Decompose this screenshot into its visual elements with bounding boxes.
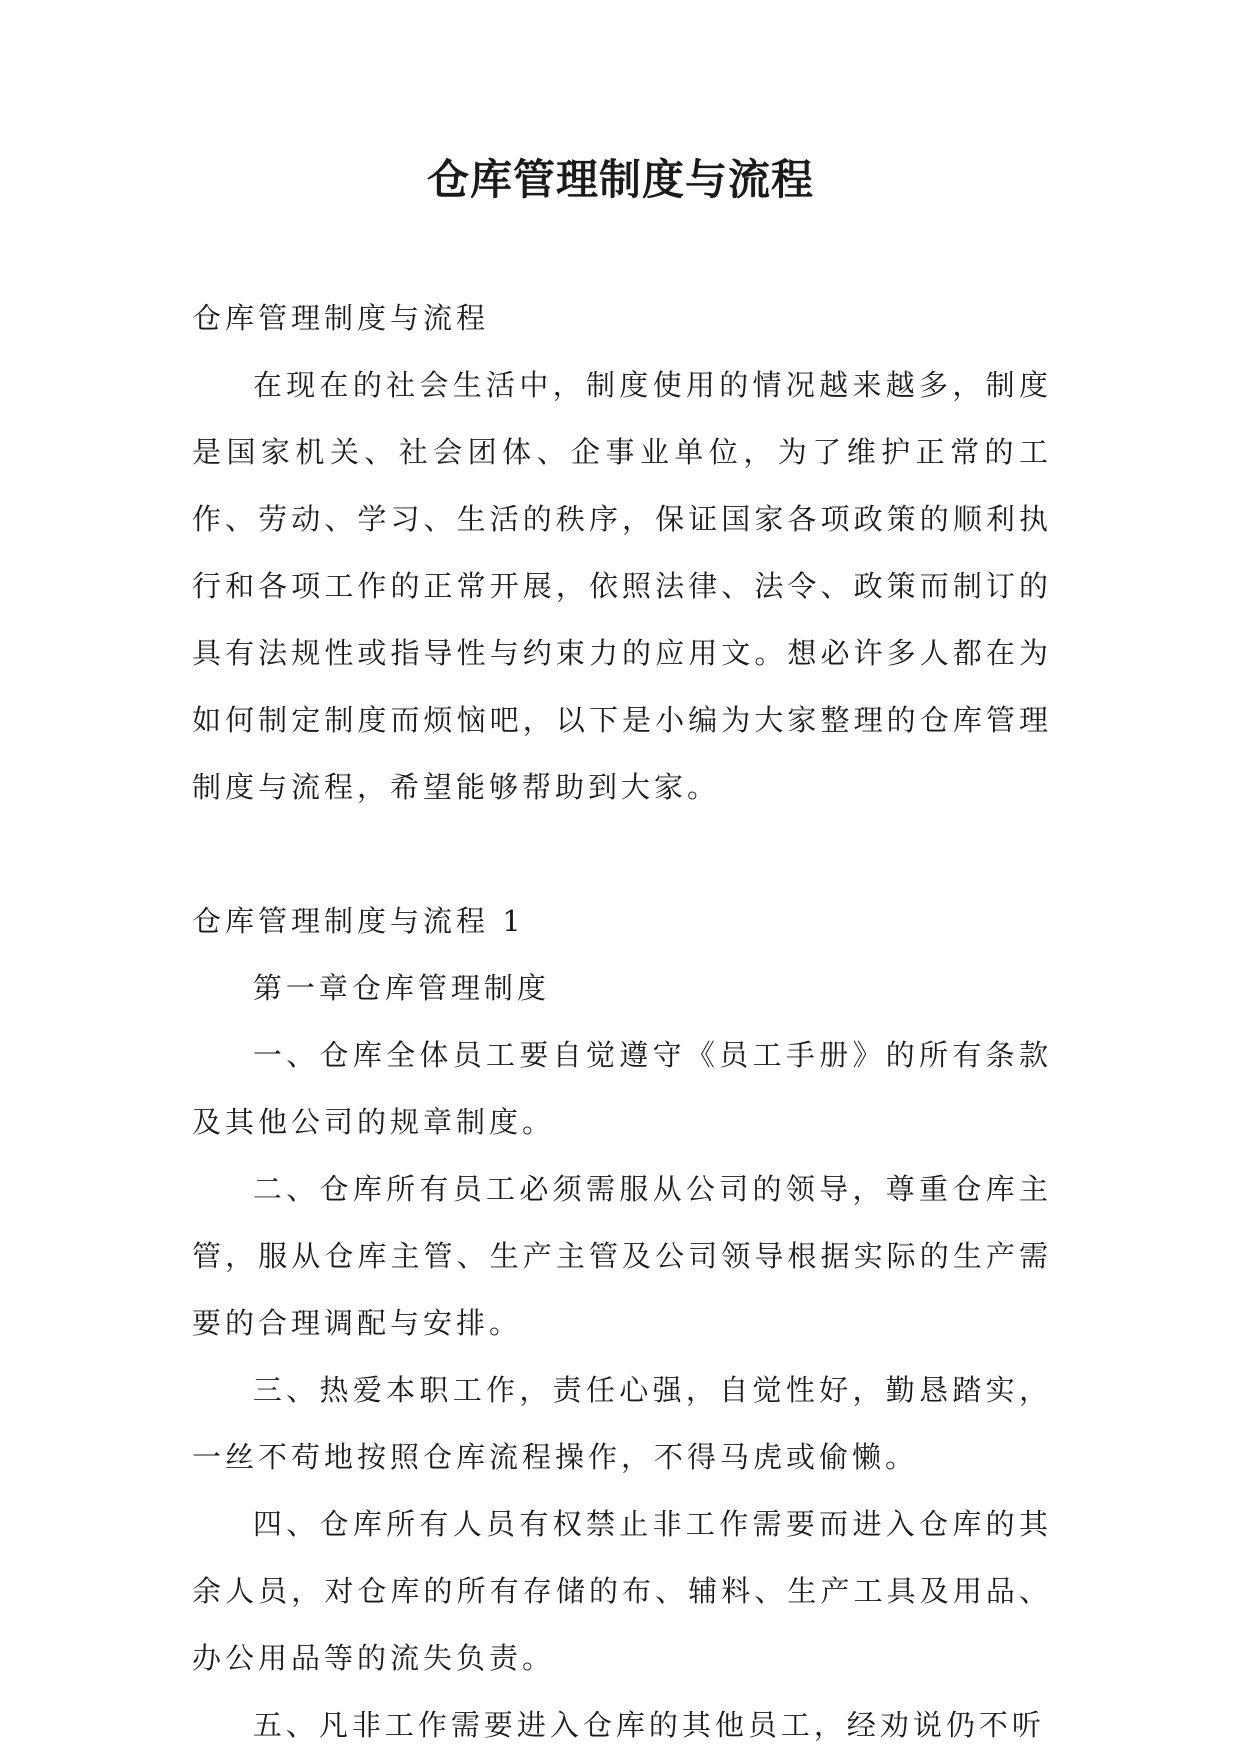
rule-paragraph: 一、仓库全体员工要自觉遵守《员工手册》的所有条款及其他公司的规章制度。 xyxy=(192,1038,1052,1139)
rule-paragraph: 二、仓库所有员工必须需服从公司的领导，尊重仓库主管，服从仓库主管、生产主管及公司领导根据实际的生产需要的合理调配与安排。 xyxy=(192,1172,1052,1340)
rule-paragraph: 五、凡非工作需要进入仓库的其他员工，经劝说仍不听 xyxy=(252,1708,1045,1742)
page-title: 仓库管理制度与流程 xyxy=(426,155,814,204)
intro-paragraph: 在现在的社会生活中，制度使用的情况越来越多，制度是国家机关、社会团体、企事业单位，为了维护正常的工作、劳动、学习、生活的秩序，保证国家各项政策的顺利执行和各项工作的正常开展，依照法律、法令、政策而制订的具有法规性或指导性与约束力的应用文。想必许多人都在为如何制定制度而烦恼吧，以下是小编为大家整理的仓库管理制度与流程，希望能够帮助到大家。 xyxy=(192,368,1052,804)
rule-paragraph: 三、热爱本职工作，责任心强，自觉性好，勤恳踏实，一丝不苟地按照仓库流程操作，不得马虎或偷懒。 xyxy=(192,1373,1052,1474)
section-heading: 仓库管理制度与流程 1 xyxy=(192,904,525,938)
paragraph-spacer xyxy=(192,821,1052,888)
rule-paragraph: 四、仓库所有人员有权禁止非工作需要而进入仓库的其余人员，对仓库的所有存储的布、辅料、生产工具及用品、办公用品等的流失负责。 xyxy=(192,1507,1052,1675)
document-body xyxy=(192,285,1052,1759)
section-heading: 仓库管理制度与流程 xyxy=(192,301,490,335)
chapter-heading: 第一章仓库管理制度 xyxy=(252,971,550,1005)
